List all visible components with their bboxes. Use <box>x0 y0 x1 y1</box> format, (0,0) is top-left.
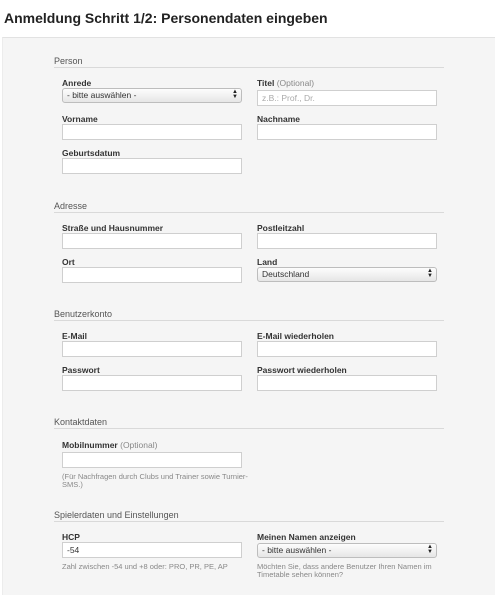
name-display-select[interactable] <box>257 543 437 558</box>
section-title-spieler: Spielerdaten und Einstellungen <box>54 510 179 520</box>
email-repeat-input[interactable] <box>257 341 437 357</box>
mobil-label-text: Mobilnummer <box>62 440 118 450</box>
titel-label <box>257 78 314 88</box>
vorname-label: Vorname <box>62 114 98 124</box>
name-display-select-value: - bitte auswählen - <box>262 545 332 555</box>
mobil-label <box>62 440 157 450</box>
select-arrows-icon: ▲ ▼ <box>232 89 238 100</box>
mobil-hint: (Für Nachfragen durch Clubs und Trainer sowie Turnier-SMS.) <box>62 472 248 489</box>
mobil-input[interactable] <box>62 452 242 468</box>
passwort-label: Passwort <box>62 365 100 375</box>
email-input[interactable] <box>62 341 242 357</box>
page-title: Anmeldung Schritt 1/2: Personendaten eingeben <box>4 10 328 26</box>
nachname-label: Nachname <box>257 114 300 124</box>
passwort-repeat-input[interactable] <box>257 375 437 391</box>
section-divider <box>54 428 444 429</box>
hcp-hint: Zahl zwischen -54 und +8 oder: PRO, PR, PE, AP <box>62 562 228 571</box>
section-title-adresse: Adresse <box>54 201 88 211</box>
section-title-person: Person <box>54 56 83 66</box>
optional-tag: (Optional) <box>120 440 158 450</box>
geburtsdatum-label: Geburtsdatum <box>62 148 121 158</box>
land-label: Land <box>257 257 278 267</box>
passwort-repeat-label: Passwort wiederholen <box>257 365 347 375</box>
nachname-input[interactable] <box>257 124 437 140</box>
anrede-select[interactable] <box>62 88 242 103</box>
hcp-input[interactable]: -54 <box>62 542 242 558</box>
email-label: E-Mail <box>62 331 88 341</box>
strasse-input[interactable] <box>62 233 242 249</box>
plz-input[interactable] <box>257 233 437 249</box>
name-display-label: Meinen Namen anzeigen <box>257 532 356 542</box>
geburtsdatum-input[interactable] <box>62 158 242 174</box>
titel-input[interactable]: z.B.: Prof., Dr. <box>257 90 437 106</box>
land-select[interactable] <box>257 267 437 282</box>
passwort-input[interactable] <box>62 375 242 391</box>
section-divider <box>54 521 444 522</box>
section-divider <box>54 320 444 321</box>
ort-input[interactable] <box>62 267 242 283</box>
ort-label: Ort <box>62 257 75 267</box>
section-divider <box>54 212 444 213</box>
strasse-label: Straße und Hausnummer <box>62 223 164 233</box>
select-arrows-icon: ▲ ▼ <box>427 544 433 555</box>
select-arrows-icon: ▲ ▼ <box>427 268 433 279</box>
titel-label-text: Titel <box>257 78 275 88</box>
section-title-kontakt: Kontaktdaten <box>54 417 108 427</box>
plz-label: Postleitzahl <box>257 223 305 233</box>
section-divider <box>54 67 444 68</box>
optional-tag: (Optional) <box>276 78 315 88</box>
hcp-label: HCP <box>62 532 80 542</box>
anrede-select-value: - bitte auswählen - <box>67 90 137 100</box>
anrede-label: Anrede <box>62 78 92 88</box>
name-display-hint: Möchten Sie, dass andere Benutzer Ihren Namen im Timetable sehen können? <box>257 562 432 579</box>
vorname-input[interactable] <box>62 124 242 140</box>
land-select-value: Deutschland <box>262 269 310 279</box>
section-title-konto: Benutzerkonto <box>54 309 113 319</box>
email-repeat-label: E-Mail wiederholen <box>257 331 334 341</box>
